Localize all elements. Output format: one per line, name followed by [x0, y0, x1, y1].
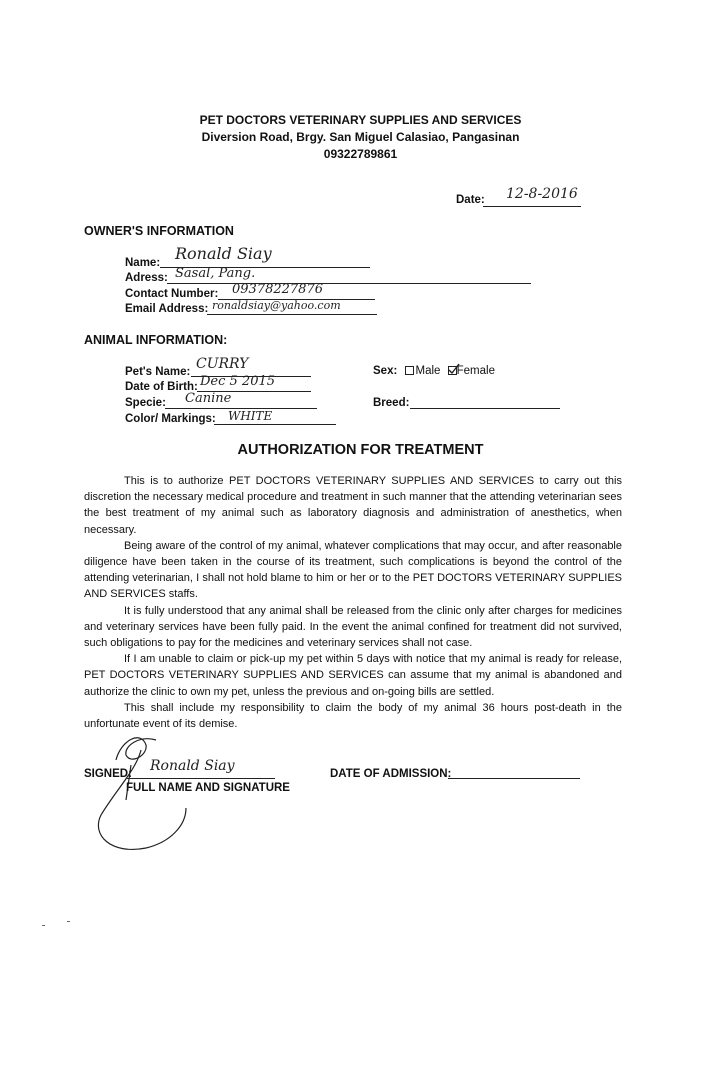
- color-value: WHITE: [228, 409, 273, 423]
- scan-speck: [42, 925, 45, 926]
- authorization-body: [84, 473, 622, 732]
- date-label: Date:: [456, 194, 485, 206]
- company-name: PET DOCTORS VETERINARY SUPPLIES AND SERVICES: [199, 113, 522, 127]
- color-line: [214, 424, 336, 425]
- company-address: Diversion Road, Brgy. San Miguel Calasiao, Pangasinan: [201, 130, 520, 144]
- female-label: Female: [456, 365, 495, 377]
- owner-address-value: Sasal, Pang.: [175, 266, 256, 281]
- owner-email-line: [207, 314, 377, 315]
- owner-contact-value: 09378227876: [232, 282, 323, 297]
- paragraph-1: This is to authorize PET DOCTORS VETERINARY SUPPLIES AND SERVICES to carry out this discretion the necessary medical procedure and treatment in such manner that the attending veterinarian sees the best treatment of my animal such as laboratory diagnosis and administration of anesthetics, when necessary.: [84, 475, 622, 536]
- authorization-title: AUTHORIZATION FOR TREATMENT: [237, 442, 484, 458]
- male-label: Male: [415, 365, 441, 377]
- paragraph-3: It is fully understood that any animal shall be released from the clinic only after charges for medicines and veterinary services have been fully paid. In the event the animal confined for treatment did not survived, such obligations to pay for the medicines and veterinary services shall not case.: [84, 604, 622, 650]
- owner-address-label: Adress:: [125, 272, 168, 284]
- color-label: Color/ Markings:: [125, 413, 216, 425]
- paragraph-5: This shall include my responsibility to claim the body of my animal 36 hours post-death in the unfortunate event of its demise.: [84, 701, 622, 731]
- signature-caption: FULL NAME AND SIGNATURE: [126, 782, 290, 794]
- sex-label: Sex:: [373, 365, 398, 377]
- owner-address-line: [167, 283, 531, 284]
- breed-line: [410, 408, 560, 409]
- pet-name-label: Pet's Name:: [125, 366, 191, 378]
- company-phone: 09322789861: [323, 147, 398, 161]
- date-value: 12-8-2016: [506, 186, 578, 202]
- admission-label: DATE OF ADMISSION:: [330, 768, 452, 780]
- specie-label: Specie:: [125, 397, 166, 409]
- owner-name-label: Name:: [125, 257, 161, 269]
- signature-line: [127, 778, 275, 779]
- animal-section-heading: ANIMAL INFORMATION:: [84, 333, 228, 347]
- paragraph-4: If I am unable to claim or pick-up my pet within 5 days with notice that my animal is ready for release, PET DOCTORS VETERINARY SUPPLIES AND SERVICES can assume that my animal is abandoned and authorize the clinic to own my pet, unless the previous and on-going bills are settled.: [84, 653, 622, 698]
- owner-contact-label: Contact Number:: [125, 288, 219, 300]
- scan-speck: [67, 921, 70, 922]
- dob-value: Dec 5 2015: [200, 374, 276, 389]
- male-checkbox[interactable]: [405, 366, 414, 375]
- check-mark-icon: [448, 363, 460, 375]
- signed-value: Ronald Siay: [150, 758, 235, 774]
- signed-label: SIGNED:: [84, 768, 132, 780]
- owner-section-heading: OWNER'S INFORMATION: [84, 224, 234, 238]
- owner-name-value: Ronald Siay: [175, 244, 272, 263]
- breed-label: Breed:: [373, 397, 410, 409]
- female-checkbox[interactable]: [448, 366, 457, 375]
- date-line: [483, 206, 581, 207]
- owner-email-label: Email Address:: [125, 303, 209, 315]
- paragraph-2: Being aware of the control of my animal, whatever complications that may occur, and after reasonable diligence have been taken in the course of its treatment, such complications is beyond the control of the attending veterinarian, I shall not hold blame to him or her or to the PET DOCTORS VETERINARY SUPPLIES AND SERVICES staffs.: [84, 539, 622, 601]
- admission-line: [448, 778, 580, 779]
- specie-value: Canine: [185, 391, 232, 406]
- sex-field: [373, 365, 495, 377]
- pet-name-value: CURRY: [196, 356, 249, 372]
- owner-email-value: ronaldsiay@yahoo.com: [212, 299, 341, 312]
- dob-label: Date of Birth:: [125, 381, 198, 393]
